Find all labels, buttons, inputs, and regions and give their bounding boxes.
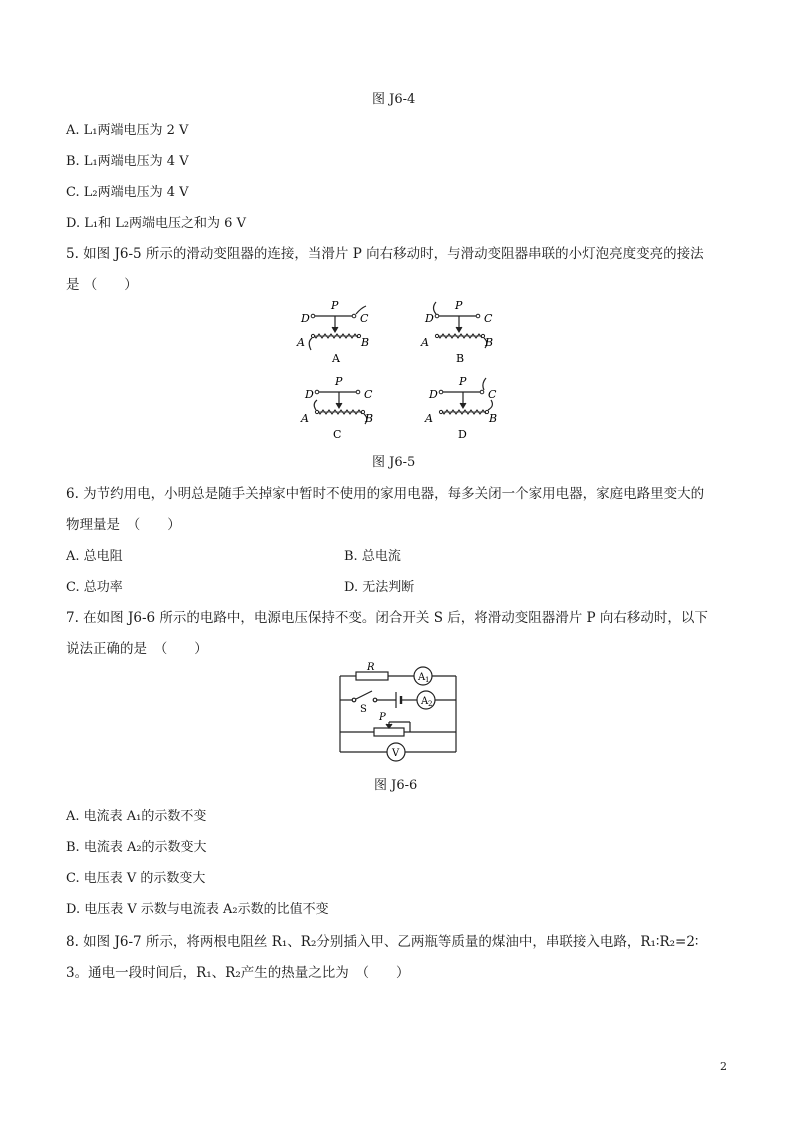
svg-text:C: C: [364, 388, 373, 401]
svg-text:A: A: [425, 412, 433, 425]
q4-option-a: A. L₁两端电压为 2 V: [66, 123, 189, 138]
svg-text:P: P: [455, 299, 463, 312]
svg-text:B: B: [365, 412, 374, 425]
svg-text:A: A: [301, 412, 309, 425]
figure-caption-j6-4: 图 J6-4: [372, 92, 416, 107]
q6-option-d: D. 无法判断: [344, 580, 415, 595]
svg-text:B: B: [361, 336, 370, 349]
svg-text:B: B: [489, 412, 498, 425]
svg-text:A: A: [421, 336, 429, 349]
q6-option-a: A. 总电阻: [66, 549, 123, 564]
q6-stem-line2: 物理量是 （ ）: [66, 517, 181, 533]
rheostat-diagram-b: [420, 299, 493, 365]
svg-text:A: A: [418, 672, 426, 683]
figure-caption-j6-5: 图 J6-5: [372, 455, 416, 470]
svg-text:B: B: [456, 352, 465, 365]
svg-text:C: C: [488, 388, 497, 401]
page-number: 2: [720, 1060, 727, 1073]
svg-text:C: C: [360, 312, 369, 325]
q6-option-b: B. 总电流: [344, 549, 401, 564]
figure-caption-j6-6: 图 J6-6: [374, 778, 418, 793]
svg-text:D: D: [458, 428, 467, 441]
rheostat-diagram-a: [296, 299, 369, 365]
svg-text:1: 1: [425, 676, 430, 684]
svg-text:C: C: [333, 428, 342, 441]
svg-text:P: P: [379, 712, 386, 723]
rheostat-diagram-d: [424, 375, 497, 441]
svg-text:D: D: [429, 388, 438, 401]
q4-option-d: D. L₁和 L₂两端电压之和为 6 V: [66, 216, 246, 231]
q7-option-a: A. 电流表 A₁的示数不变: [66, 809, 207, 824]
svg-text:D: D: [305, 388, 314, 401]
svg-text:P: P: [335, 375, 343, 388]
svg-text:C: C: [484, 312, 493, 325]
q5-stem-line2: 是 （ ）: [66, 277, 138, 293]
svg-text:V: V: [392, 748, 400, 759]
svg-text:A: A: [421, 696, 429, 707]
q7-stem-line1: 7. 在如图 J6-6 所示的电路中，电源电压保持不变。闭合开关 S 后，将滑动变阻器滑片 P 向右移动时，以下: [66, 610, 708, 626]
svg-text:R: R: [367, 662, 375, 673]
q8-stem-line1: 8. 如图 J6-7 所示，将两根电阻丝 R₁、R₂分别插入甲、乙两瓶等质量的煤油中，串联接入电路，R₁∶R₂=2∶: [66, 934, 699, 950]
svg-text:A: A: [297, 336, 305, 349]
q6-stem-line1: 6. 为节约用电，小明总是随手关掉家中暂时不使用的家用电器，每多关闭一个家用电器，家庭电路里变大的: [66, 486, 705, 502]
svg-text:2: 2: [428, 700, 433, 708]
rheostat-diagrams-j6-5: [0, 298, 794, 458]
circuit-diagram-j6-6: [0, 662, 794, 762]
q5-stem-line1: 5. 如图 J6-5 所示的滑动变阻器的连接，当滑片 P 向右移动时，与滑动变阻器串联的小灯泡亮度变亮的接法: [66, 246, 704, 262]
svg-text:D: D: [301, 312, 310, 325]
svg-text:S: S: [360, 704, 367, 715]
svg-text:D: D: [425, 312, 434, 325]
q6-option-c: C. 总功率: [66, 580, 123, 595]
svg-text:P: P: [459, 375, 467, 388]
q4-option-b: B. L₁两端电压为 4 V: [66, 154, 189, 169]
q7-option-d: D. 电压表 V 示数与电流表 A₂示数的比值不变: [66, 902, 329, 917]
svg-text:B: B: [485, 336, 494, 349]
rheostat-diagram-c: [300, 375, 373, 441]
q7-option-b: B. 电流表 A₂的示数变大: [66, 840, 207, 855]
q4-option-c: C. L₂两端电压为 4 V: [66, 185, 189, 200]
svg-text:A: A: [332, 352, 340, 365]
svg-text:P: P: [331, 299, 339, 312]
q7-stem-line2: 说法正确的是 （ ）: [66, 641, 208, 657]
q8-stem-line2: 3。通电一段时间后，R₁、R₂产生的热量之比为 （ ）: [66, 965, 410, 981]
q7-option-c: C. 电压表 V 的示数变大: [66, 871, 206, 886]
